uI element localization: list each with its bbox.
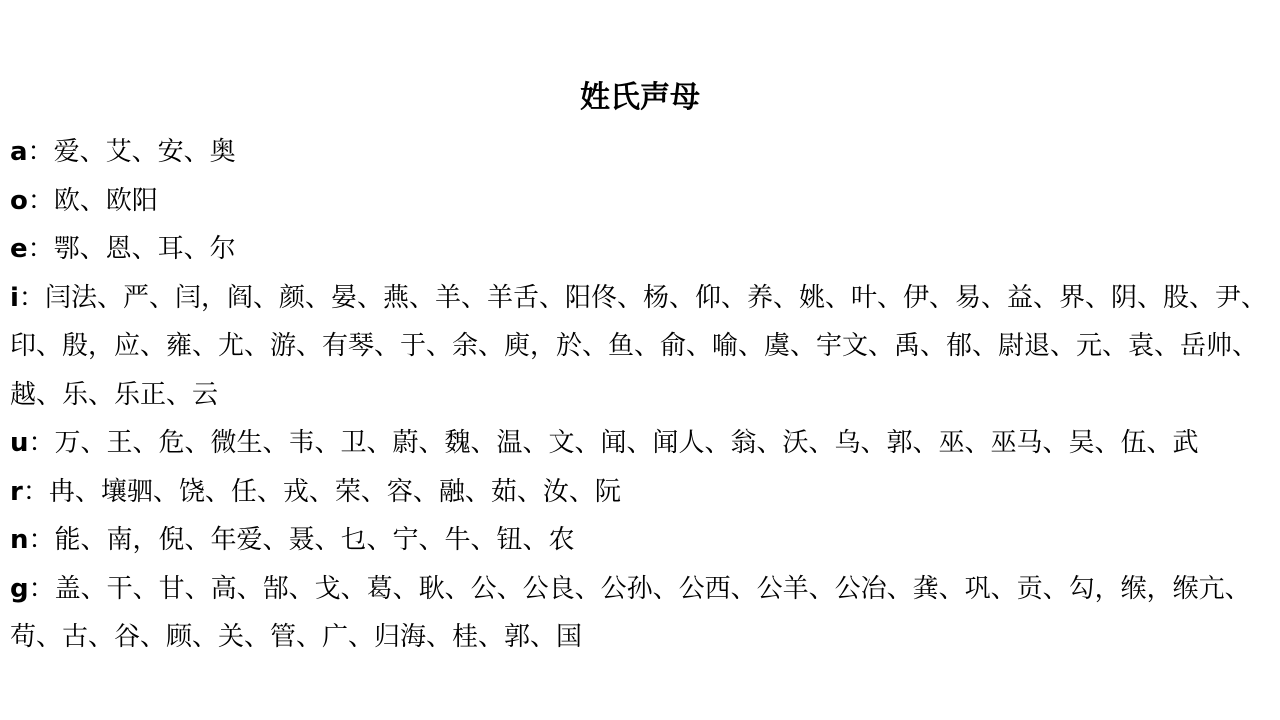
surname-text: 冉、壤驷、饶、任、戎、荣、容、融、茹、汝、阮 [48, 476, 621, 507]
entry-o [10, 177, 1272, 226]
separator: ： [18, 282, 45, 313]
entry-r [10, 468, 1272, 517]
surname-text: 闫法、严、闫，阎、颜、晏、燕、羊、羊舌、阳佟、杨、仰、养、姚、叶、伊、易、益、界、阴、股、尹、印、殷，应、雍、尤、游、有琴、于、余、庾，於、鱼、俞、喻、虞、宇文、禹、郁、尉退、元、袁、岳帅、越、乐、乐正、云 [10, 282, 1267, 410]
initial-key: n [10, 525, 29, 555]
surname-list [10, 128, 1272, 662]
separator: ： [28, 428, 55, 458]
surname-text: 能、南，倪、年爱、聂、乜、宁、牛、钮、农 [54, 525, 575, 555]
entry-u [10, 419, 1272, 468]
surname-text: 盖、干、甘、高、郜、戈、葛、耿、公、公良、公孙、公西、公羊、公冶、龚、巩、贡、勾，缑，缑亢、苟、古、谷、顾、关、管、广、归海、桂、郭、国 [10, 573, 1251, 652]
separator: ： [27, 234, 54, 264]
separator: ： [27, 185, 54, 216]
surname-text: 万、王、危、微生、韦、卫、蔚、魏、温、文、闻、闻人、翁、沃、乌、郭、巫、巫马、吴、伍、武 [54, 428, 1199, 458]
entry-i [10, 274, 1272, 420]
separator: ： [28, 573, 55, 604]
page-title: 姓氏声母 [580, 80, 700, 115]
initial-key: u [10, 428, 29, 458]
separator: ： [27, 137, 54, 167]
surname-text: 欧、欧阳 [53, 185, 158, 216]
entry-a [10, 128, 1272, 177]
initial-key: o [10, 185, 28, 216]
initial-key: r [10, 476, 23, 507]
surname-text: 鄂、恩、耳、尔 [53, 234, 236, 264]
entry-e [10, 225, 1272, 274]
initial-key: e [10, 234, 28, 264]
entry-g [10, 565, 1272, 662]
initial-key: i [10, 282, 19, 313]
separator: ： [28, 525, 55, 555]
surname-text: 爱、艾、安、奥 [53, 137, 236, 167]
entry-n [10, 516, 1272, 565]
initial-key: g [10, 573, 29, 604]
initial-key: a [10, 137, 28, 167]
separator: ： [22, 476, 49, 507]
